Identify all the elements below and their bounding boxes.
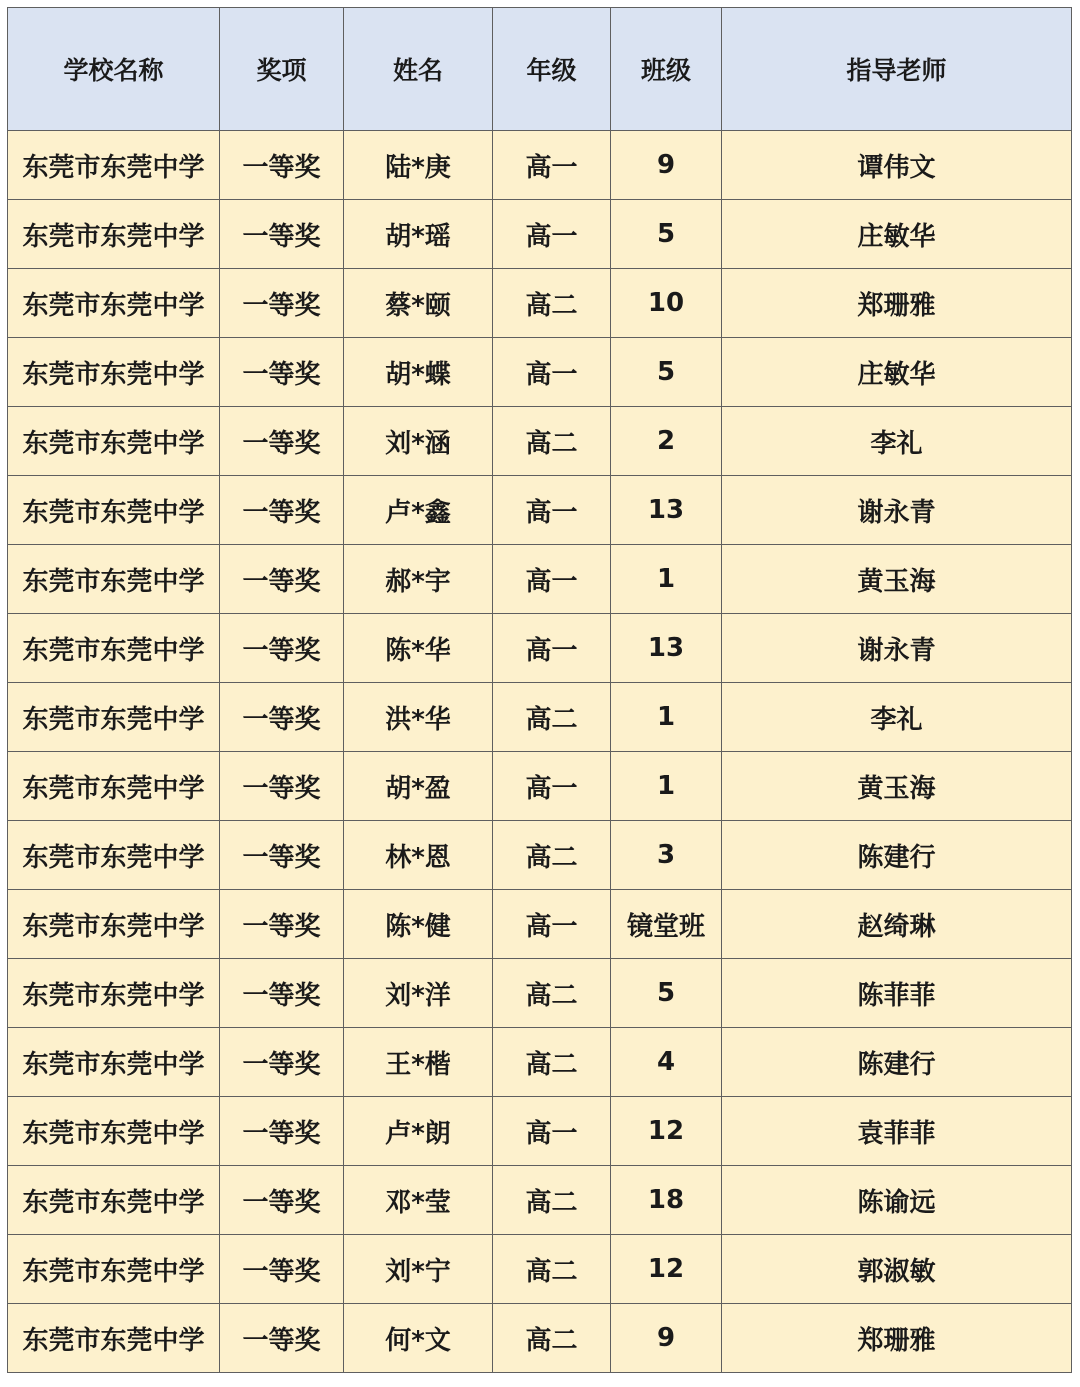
cell-class: 4 [611, 1028, 722, 1097]
cell-teacher: 黄玉海 [722, 545, 1072, 614]
cell-name: 卢*鑫 [344, 476, 493, 545]
table-row [8, 1235, 1072, 1304]
table-row [8, 821, 1072, 890]
cell-teacher: 黄玉海 [722, 752, 1072, 821]
cell-class: 2 [611, 407, 722, 476]
cell-grade: 高一 [493, 200, 611, 269]
cell-award: 一等奖 [220, 821, 344, 890]
cell-school: 东莞市东莞中学 [8, 752, 220, 821]
cell-school: 东莞市东莞中学 [8, 614, 220, 683]
cell-award: 一等奖 [220, 545, 344, 614]
cell-school: 东莞市东莞中学 [8, 476, 220, 545]
cell-name: 卢*朗 [344, 1097, 493, 1166]
table-row [8, 959, 1072, 1028]
cell-name: 何*文 [344, 1304, 493, 1373]
cell-school: 东莞市东莞中学 [8, 269, 220, 338]
cell-class: 9 [611, 131, 722, 200]
table-row [8, 683, 1072, 752]
cell-class: 镜堂班 [611, 890, 722, 959]
cell-teacher: 谢永青 [722, 476, 1072, 545]
cell-class: 1 [611, 683, 722, 752]
table-row [8, 1166, 1072, 1235]
cell-grade: 高二 [493, 959, 611, 1028]
cell-school: 东莞市东莞中学 [8, 1028, 220, 1097]
table-row [8, 890, 1072, 959]
cell-name: 胡*蝶 [344, 338, 493, 407]
cell-grade: 高二 [493, 269, 611, 338]
cell-school: 东莞市东莞中学 [8, 131, 220, 200]
cell-name: 胡*盈 [344, 752, 493, 821]
cell-school: 东莞市东莞中学 [8, 683, 220, 752]
cell-teacher: 袁菲菲 [722, 1097, 1072, 1166]
table-row [8, 1304, 1072, 1373]
cell-class: 9 [611, 1304, 722, 1373]
table-row [8, 752, 1072, 821]
cell-award: 一等奖 [220, 200, 344, 269]
header-award: 奖项 [220, 8, 344, 131]
cell-name: 蔡*颐 [344, 269, 493, 338]
cell-class: 13 [611, 614, 722, 683]
cell-name: 邓*莹 [344, 1166, 493, 1235]
cell-award: 一等奖 [220, 1028, 344, 1097]
cell-name: 陈*华 [344, 614, 493, 683]
cell-class: 12 [611, 1235, 722, 1304]
table-row [8, 338, 1072, 407]
cell-class: 5 [611, 200, 722, 269]
cell-teacher: 谢永青 [722, 614, 1072, 683]
cell-award: 一等奖 [220, 476, 344, 545]
cell-grade: 高一 [493, 752, 611, 821]
table-row [8, 476, 1072, 545]
table-row [8, 1028, 1072, 1097]
cell-name: 林*恩 [344, 821, 493, 890]
cell-name: 郝*宇 [344, 545, 493, 614]
table-row [8, 407, 1072, 476]
header-teacher: 指导老师 [722, 8, 1072, 131]
cell-teacher: 郑珊雅 [722, 269, 1072, 338]
cell-name: 刘*洋 [344, 959, 493, 1028]
cell-grade: 高二 [493, 821, 611, 890]
cell-teacher: 郭淑敏 [722, 1235, 1072, 1304]
header-row [8, 8, 1072, 131]
cell-award: 一等奖 [220, 1304, 344, 1373]
cell-award: 一等奖 [220, 890, 344, 959]
cell-award: 一等奖 [220, 752, 344, 821]
cell-grade: 高二 [493, 1028, 611, 1097]
cell-grade: 高一 [493, 1097, 611, 1166]
cell-name: 胡*瑶 [344, 200, 493, 269]
cell-school: 东莞市东莞中学 [8, 1304, 220, 1373]
cell-school: 东莞市东莞中学 [8, 200, 220, 269]
cell-school: 东莞市东莞中学 [8, 1097, 220, 1166]
cell-grade: 高二 [493, 683, 611, 752]
cell-school: 东莞市东莞中学 [8, 407, 220, 476]
cell-school: 东莞市东莞中学 [8, 545, 220, 614]
header-name: 姓名 [344, 8, 493, 131]
header-class: 班级 [611, 8, 722, 131]
cell-award: 一等奖 [220, 614, 344, 683]
cell-class: 5 [611, 338, 722, 407]
award-table [7, 7, 1072, 1373]
cell-name: 陈*健 [344, 890, 493, 959]
award-table-container [7, 7, 1071, 1373]
cell-class: 18 [611, 1166, 722, 1235]
cell-school: 东莞市东莞中学 [8, 959, 220, 1028]
cell-award: 一等奖 [220, 1166, 344, 1235]
cell-class: 1 [611, 752, 722, 821]
cell-class: 3 [611, 821, 722, 890]
cell-award: 一等奖 [220, 1235, 344, 1304]
cell-grade: 高一 [493, 545, 611, 614]
cell-school: 东莞市东莞中学 [8, 1166, 220, 1235]
cell-award: 一等奖 [220, 683, 344, 752]
cell-grade: 高二 [493, 1304, 611, 1373]
cell-teacher: 陈谕远 [722, 1166, 1072, 1235]
cell-name: 洪*华 [344, 683, 493, 752]
header-school: 学校名称 [8, 8, 220, 131]
cell-school: 东莞市东莞中学 [8, 890, 220, 959]
cell-name: 刘*宁 [344, 1235, 493, 1304]
cell-teacher: 陈菲菲 [722, 959, 1072, 1028]
cell-name: 刘*涵 [344, 407, 493, 476]
cell-award: 一等奖 [220, 338, 344, 407]
cell-name: 王*楷 [344, 1028, 493, 1097]
cell-teacher: 李礼 [722, 407, 1072, 476]
cell-teacher: 庄敏华 [722, 338, 1072, 407]
cell-grade: 高二 [493, 1235, 611, 1304]
cell-award: 一等奖 [220, 131, 344, 200]
cell-award: 一等奖 [220, 1097, 344, 1166]
table-row [8, 1097, 1072, 1166]
cell-award: 一等奖 [220, 407, 344, 476]
table-row [8, 545, 1072, 614]
cell-name: 陆*庚 [344, 131, 493, 200]
cell-class: 12 [611, 1097, 722, 1166]
cell-grade: 高一 [493, 476, 611, 545]
table-body [8, 131, 1072, 1373]
cell-teacher: 谭伟文 [722, 131, 1072, 200]
cell-school: 东莞市东莞中学 [8, 1235, 220, 1304]
cell-teacher: 陈建行 [722, 1028, 1072, 1097]
header-grade: 年级 [493, 8, 611, 131]
table-header [8, 8, 1072, 131]
cell-grade: 高一 [493, 131, 611, 200]
cell-grade: 高一 [493, 614, 611, 683]
cell-teacher: 李礼 [722, 683, 1072, 752]
cell-grade: 高一 [493, 338, 611, 407]
cell-award: 一等奖 [220, 959, 344, 1028]
cell-teacher: 赵绮琳 [722, 890, 1072, 959]
cell-school: 东莞市东莞中学 [8, 821, 220, 890]
cell-award: 一等奖 [220, 269, 344, 338]
cell-grade: 高二 [493, 1166, 611, 1235]
table-row [8, 200, 1072, 269]
table-row [8, 614, 1072, 683]
cell-class: 13 [611, 476, 722, 545]
cell-teacher: 陈建行 [722, 821, 1072, 890]
cell-grade: 高一 [493, 890, 611, 959]
cell-class: 5 [611, 959, 722, 1028]
cell-class: 10 [611, 269, 722, 338]
table-row [8, 131, 1072, 200]
cell-class: 1 [611, 545, 722, 614]
cell-teacher: 庄敏华 [722, 200, 1072, 269]
table-row [8, 269, 1072, 338]
cell-teacher: 郑珊雅 [722, 1304, 1072, 1373]
cell-grade: 高二 [493, 407, 611, 476]
cell-school: 东莞市东莞中学 [8, 338, 220, 407]
